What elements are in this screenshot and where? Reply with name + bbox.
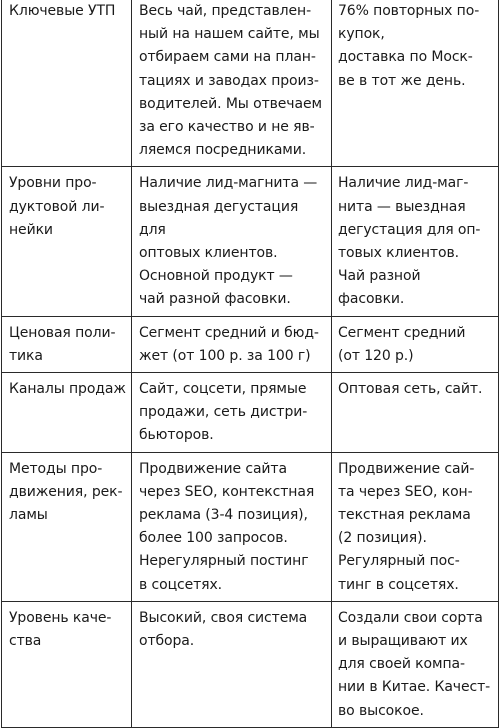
table-row-sales-channels: [2, 373, 499, 453]
comparison-table: [1, 0, 499, 728]
competitor-cell: 76% повторных по- купок, доставка по Моск- ве в тот же день.: [332, 0, 499, 167]
our-company-cell: Сегмент средний и бюд- жет (от 100 р. за 100 г): [132, 316, 332, 372]
our-company-cell: Наличие лид-магнита — выездная дегустация для оптовых клиентов. Основной продукт — чай разной фасовки.: [132, 167, 332, 316]
competitor-cell: Продвижение сай- та через SEO, кон- текстная реклама (2 позиция). Регулярный пос- тинг в соцсетях.: [332, 452, 499, 601]
row-label: Уровень каче- ства: [2, 601, 132, 727]
table-row-quality: [2, 601, 499, 727]
row-label: Методы про- движения, рек- ламы: [2, 452, 132, 601]
row-label: Ключевые УТП: [2, 0, 132, 167]
competitor-cell: Наличие лид-маг- нита — выездная дегустация для оп- товых клиентов. Чай разной фасовки.: [332, 167, 499, 316]
our-company-cell: Весь чай, представлен- ный на нашем сайте, мы отбираем сами на план- тациях и заводах произ- водителей. Мы отвечаем за его качество и не яв- ляемся посредниками.: [132, 0, 332, 167]
table-row-product-levels: [2, 167, 499, 316]
table-row-pricing: [2, 316, 499, 372]
table-row-usp: [2, 0, 499, 167]
our-company-cell: Продвижение сайта через SEO, контекстная реклама (3-4 позиция), более 100 запросов. Нерегулярный постинг в соцсетях.: [132, 452, 332, 601]
table-row-promotion: [2, 452, 499, 601]
competitor-cell: Создали свои сорта и выращивают их для своей компа- нии в Китае. Качест- во высокое.: [332, 601, 499, 727]
competitor-cell: Оптовая сеть, сайт.: [332, 373, 499, 453]
our-company-cell: Сайт, соцсети, прямые продажи, сеть дистри- бьюторов.: [132, 373, 332, 453]
row-label: Ценовая поли- тика: [2, 316, 132, 372]
our-company-cell: Высокий, своя система отбора.: [132, 601, 332, 727]
competitor-cell: Сегмент средний (от 120 р.): [332, 316, 499, 372]
row-label: Уровни про- дуктовой ли- нейки: [2, 167, 132, 316]
row-label: Каналы продаж: [2, 373, 132, 453]
